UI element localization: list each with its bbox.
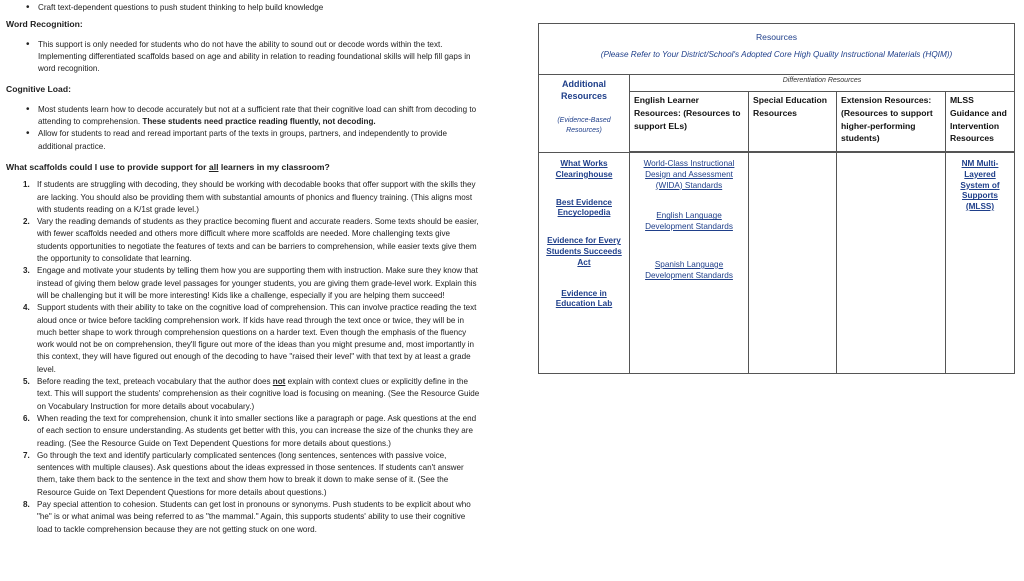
document-left-column <box>6 0 482 536</box>
item-number: 1. <box>23 180 30 190</box>
list-item <box>6 265 482 302</box>
bullet-cognitive-2 <box>6 128 482 153</box>
resources-title: Resources <box>755 32 798 42</box>
item-text: Engage and motivate your students by telling them how you are supporting them with instruction. Make sure they know that instead of giving them below grade level passages for younger students, you are giving them grade-level work. Explain this will be challenging but it will be more interesting! Kids like a challenge, especially if you are helping them succeed! <box>37 266 478 300</box>
resources-table <box>538 23 1015 374</box>
bullet-text: Craft text-dependent questions to push student thinking to help build knowledge <box>38 3 324 12</box>
item-number: 7. <box>23 450 30 460</box>
item-number: 3. <box>23 266 30 276</box>
item-number: 8. <box>23 499 30 509</box>
link-wida-standards[interactable]: World-Class Instructional Design and Assessment (WIDA) Standards <box>643 159 735 190</box>
item-text: Go through the text and identify particularly complicated sentences (long sentences, sentences with passive voice, sentences with multiple clauses). Ask questions about the ideas expressed in those sentences. If students can't answer them, take them back to the sentence in the text and show them how to break it down to make sense of it. (See the Resource Guide on Text Dependent Questions for more details about questions.) <box>37 450 464 497</box>
cognitive-load-heading: Cognitive Load: <box>6 84 71 95</box>
item-text: Pay special attention to cohesion. Students can get lost in pronouns or synonyms. Push students to be explicit about who "he" is or what animal was being referred to as "the mammal." Again, this supports students' ability to use their cognitive load to tackle comprehension because they are not getting stuck on one word. <box>37 499 471 534</box>
list-item <box>6 302 482 376</box>
heading-text: What scaffolds could I use to provide support for <box>6 161 209 172</box>
bullet-bold-text: These students need practice reading fluently, not decoding. <box>142 117 376 127</box>
list-item <box>6 499 482 536</box>
item-number: 5. <box>23 377 30 387</box>
differentiation-resources-header: Differentiation Resources <box>630 75 1015 92</box>
col-english-learner: English Learner Resources: (Resources to support ELs) <box>630 92 749 152</box>
resources-subtitle: (Please Refer to Your District/School's Adopted Core High Quality Instructional Materials (HQIM)) <box>600 50 953 59</box>
col-extension: Extension Resources: (Resources to support higher-performing students) <box>837 92 946 152</box>
list-item <box>6 413 482 450</box>
list-item <box>6 179 482 216</box>
resources-title-cell <box>539 24 1015 75</box>
bullet-text: This support is only needed for students who do not have the ability to sound out or decode words within the text. Implementing differentiated scaffolds based on age and ability in relation to reading foundational skills will help fill gaps in word recognition. <box>38 39 471 74</box>
additional-links-cell <box>539 153 630 374</box>
word-recognition-heading: Word Recognition: <box>6 19 83 30</box>
scaffold-list <box>6 179 482 536</box>
bullet-cognitive-1 <box>6 104 482 129</box>
item-text: Vary the reading demands of students as they practice becoming fluent and accurate readers. Some texts should be easier, with fewer scaffolds needed and others more difficult where more scaffolds are needed. More challenging texts give students opportunities to negotiate the features of texts and can be barriers to comprehension, while easier texts give them the opportunity to consolidate that learning. <box>37 217 479 264</box>
bullet-text: Allow for students to read and reread important parts of the texts in groups, partners, and independently to provide additional practice. <box>38 129 447 151</box>
item-text: Before reading the text, preteach vocabulary that the author does <box>37 377 273 387</box>
link-nm-mlss[interactable]: NM Multi-Layered System of Supports (MLSS) <box>960 159 1000 212</box>
el-links-cell <box>630 153 749 374</box>
link-best-evidence-encyclopedia[interactable]: Best Evidence Encyclopedia <box>556 197 612 218</box>
item-number: 4. <box>23 303 30 313</box>
list-item <box>6 216 482 265</box>
link-spanish-ld-standards[interactable]: Spanish Language Development Standards <box>645 259 733 280</box>
bullet-text: Most students learn how to decode accurately but not at a sufficient rate that their cognitive load can shift from decoding to attending to comprehension. <box>38 104 477 127</box>
sped-links-cell <box>749 153 837 374</box>
list-item <box>6 376 482 413</box>
item-underlined-text: not <box>272 377 286 387</box>
item-number: 2. <box>23 217 30 227</box>
item-text: explain with context clues or explicitly define in the text. This will support the students' comprehension as their cognitive load is focusing on meaning. (See the Resource Guide on Vocabulary Instruction for more details about vocabulary.) <box>37 377 480 411</box>
col-special-education: Special Education Resources <box>749 92 837 152</box>
link-what-works-clearinghouse[interactable]: What Works Clearinghouse <box>555 159 613 179</box>
scaffolds-question-heading <box>6 161 482 173</box>
col-mlss: MLSS Guidance and Intervention Resources <box>946 92 1015 152</box>
extension-links-cell <box>837 153 946 374</box>
heading-text: learners in my classroom? <box>218 161 330 172</box>
item-text: If students are struggling with decoding, they should be working with decodable books that offer support with the skills they are lacking. You should also be providing them with substantial amounts of phonics and fluency training. (This aligns most with students reading on a K/1st grade level.) <box>37 180 476 214</box>
list-item <box>6 450 482 499</box>
link-evidence-in-education-lab[interactable]: Evidence in Education Lab <box>555 288 613 309</box>
mlss-links-cell <box>946 153 1015 374</box>
item-text: When reading the text for comprehension, chunk it into smaller sections like a paragraph or page. Ask questions at the end of each section to ensure understanding. As students get better with this, you can increase the size of the chunks they are reading. (See the Resource Guide on Text Dependent Questions for more details about questions.) <box>37 413 477 448</box>
item-text: Support students with their ability to take on the cognitive load of comprehension. This can involve practice reading the text aloud once or twice before tackling comprehension work. If kids have read through the text once or twice, they will be in much better shape to work through comprehension questions on a harder text. Even though the emphasis of the fluency work would not be on comprehension, they'll figure out more of the ideas than you might presume and, most importantly in this context, they will have figured out enough of the decoding to have "raised their level" with that text by at least a grade level. <box>37 303 477 374</box>
bullet-word-recognition <box>6 39 482 76</box>
additional-resources-cell <box>539 75 630 153</box>
link-eld-standards[interactable]: English Language Development Standards <box>645 211 733 232</box>
bullet-craft-questions <box>6 2 482 14</box>
additional-resources-subheading: (Evidence-Based Resources) <box>557 117 611 134</box>
heading-underlined-text: all <box>208 161 219 172</box>
item-number: 6. <box>23 413 30 423</box>
additional-resources-heading: Additional Resources <box>560 79 608 101</box>
link-evidence-for-essa[interactable]: Evidence for Every Students Succeeds Act <box>546 236 622 267</box>
